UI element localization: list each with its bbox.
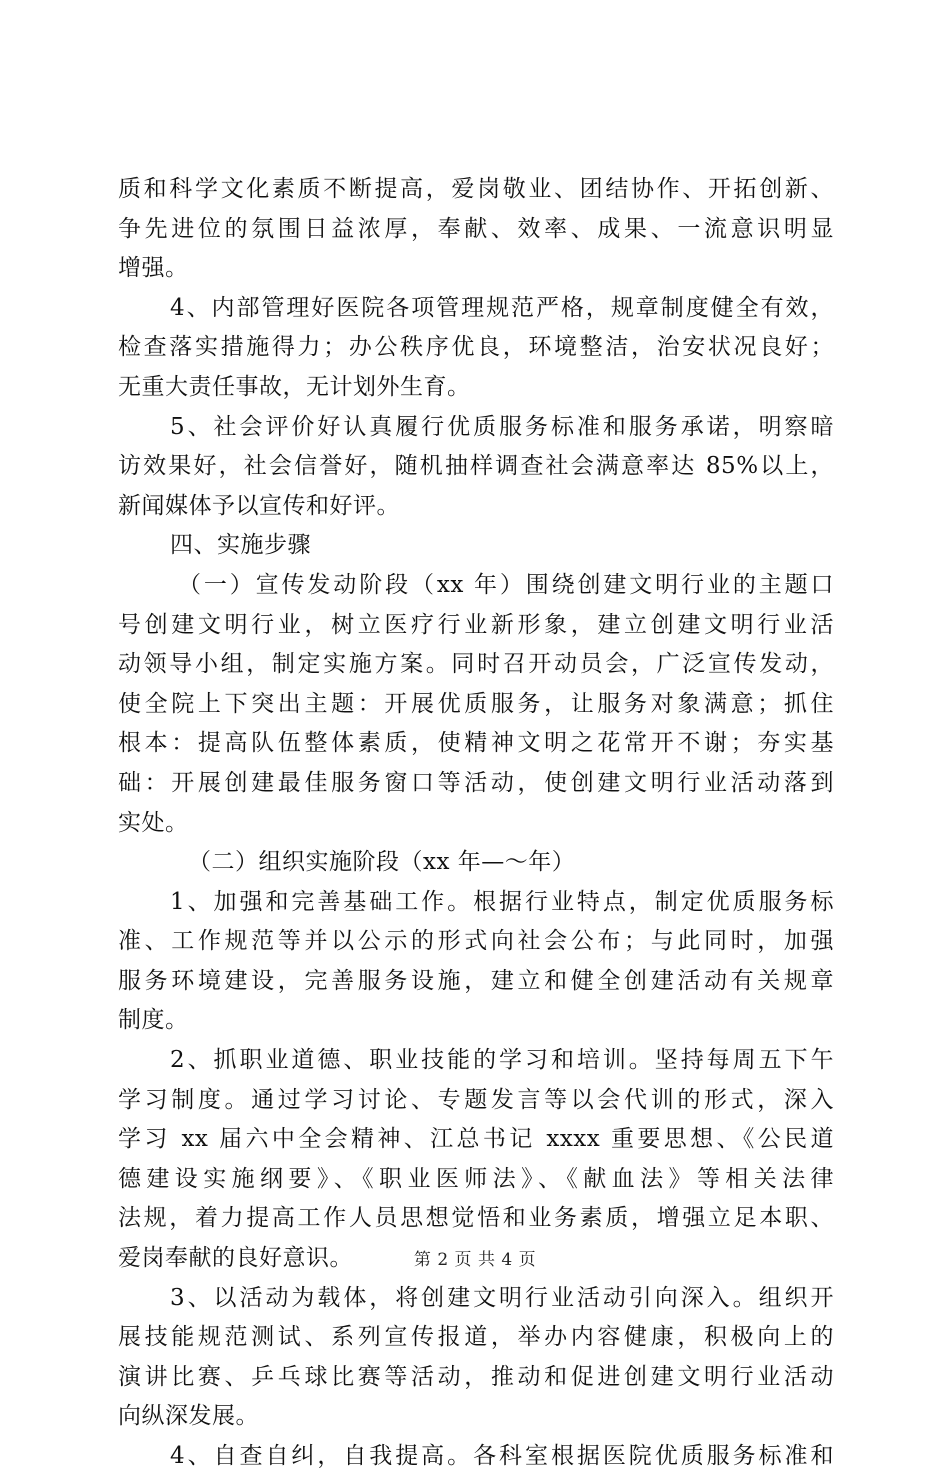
text-line: 4、自查自纠，自我提高。各科室根据医院优质服务标准和 [170, 1443, 834, 1469]
text-line: 向纵深发展。 [118, 1403, 259, 1430]
text-line: 础：开展创建最佳服务窗口等活动，使创建文明行业活动落到 [118, 769, 834, 796]
text-line: 爱岗奉献的良好意识。 [118, 1245, 353, 1272]
document-body [118, 170, 834, 1477]
text-line: 实处。 [118, 809, 189, 836]
text-line: 动领导小组，制定实施方案。同时召开动员会，广泛宣传发动， [118, 651, 834, 678]
section-heading: 四、实施步骤 [170, 532, 311, 559]
text-line: 根本：提高队伍整体素质，使精神文明之花常开不谢；夯实基 [118, 730, 834, 757]
text-line: 使全院上下突出主题：开展优质服务，让服务对象满意；抓住 [118, 690, 834, 717]
text-line: （一）宣传发动阶段（xx 年）围绕创建文明行业的主题口 [178, 571, 834, 598]
text-line: 展技能规范测试、系列宣传报道，举办内容健康，积极向上的 [118, 1324, 834, 1351]
text-line: 学习制度。通过学习讨论、专题发言等以会代训的形式，深入 [118, 1086, 834, 1113]
text-line: 法规，着力提高工作人员思想觉悟和业务素质，增强立足本职、 [118, 1205, 834, 1232]
text-line: 德建设实施纲要》、《职业医师法》、《献血法》等相关法律 [118, 1165, 834, 1192]
text-line: 准、工作规范等并以公示的形式向社会公布；与此同时，加强 [118, 928, 834, 955]
text-line: 服务环境建设，完善服务设施，建立和健全创建活动有关规章 [118, 967, 834, 994]
text-line: 演讲比赛、乒乓球比赛等活动，推动和促进创建文明行业活动 [118, 1363, 834, 1390]
text-line: 增强。 [118, 255, 189, 282]
page-number-footer: 第 2 页 共 4 页 [413, 1250, 537, 1270]
text-line: 3、以活动为载体，将创建文明行业活动引向深入。组织开 [170, 1284, 834, 1311]
text-line: 学习 xx 届六中全会精神、江总书记 xxxx 重要思想、《公民道 [118, 1126, 834, 1153]
text-line: 4、内部管理好医院各项管理规范严格，规章制度健全有效， [170, 294, 834, 321]
text-line: 新闻媒体予以宣传和好评。 [118, 492, 400, 519]
text-line: 质和科学文化素质不断提高，爱岗敬业、团结协作、开拓创新、 [118, 176, 834, 202]
text-line: 制度。 [118, 1007, 189, 1034]
text-line: 2、抓职业道德、职业技能的学习和培训。坚持每周五下午 [170, 1047, 834, 1074]
text-line: 争先进位的氛围日益浓厚，奉献、效率、成果、一流意识明显 [118, 215, 834, 242]
text-line: 1、加强和完善基础工作。根据行业特点，制定优质服务标 [170, 888, 834, 915]
text-line: 号创建文明行业，树立医疗行业新形象，建立创建文明行业活 [118, 611, 834, 638]
text-line: 访效果好，社会信誉好，随机抽样调查社会满意率达 85%以上， [118, 453, 834, 480]
text-line: 检查落实措施得力；办公秩序优良，环境整洁，治安状况良好； [118, 334, 834, 361]
text-line: 5、社会评价好认真履行优质服务标准和服务承诺，明察暗 [170, 413, 834, 440]
text-line: 无重大责任事故，无计划外生育。 [118, 373, 471, 400]
subsection-heading: （二）组织实施阶段（xx 年—～年） [188, 849, 576, 876]
